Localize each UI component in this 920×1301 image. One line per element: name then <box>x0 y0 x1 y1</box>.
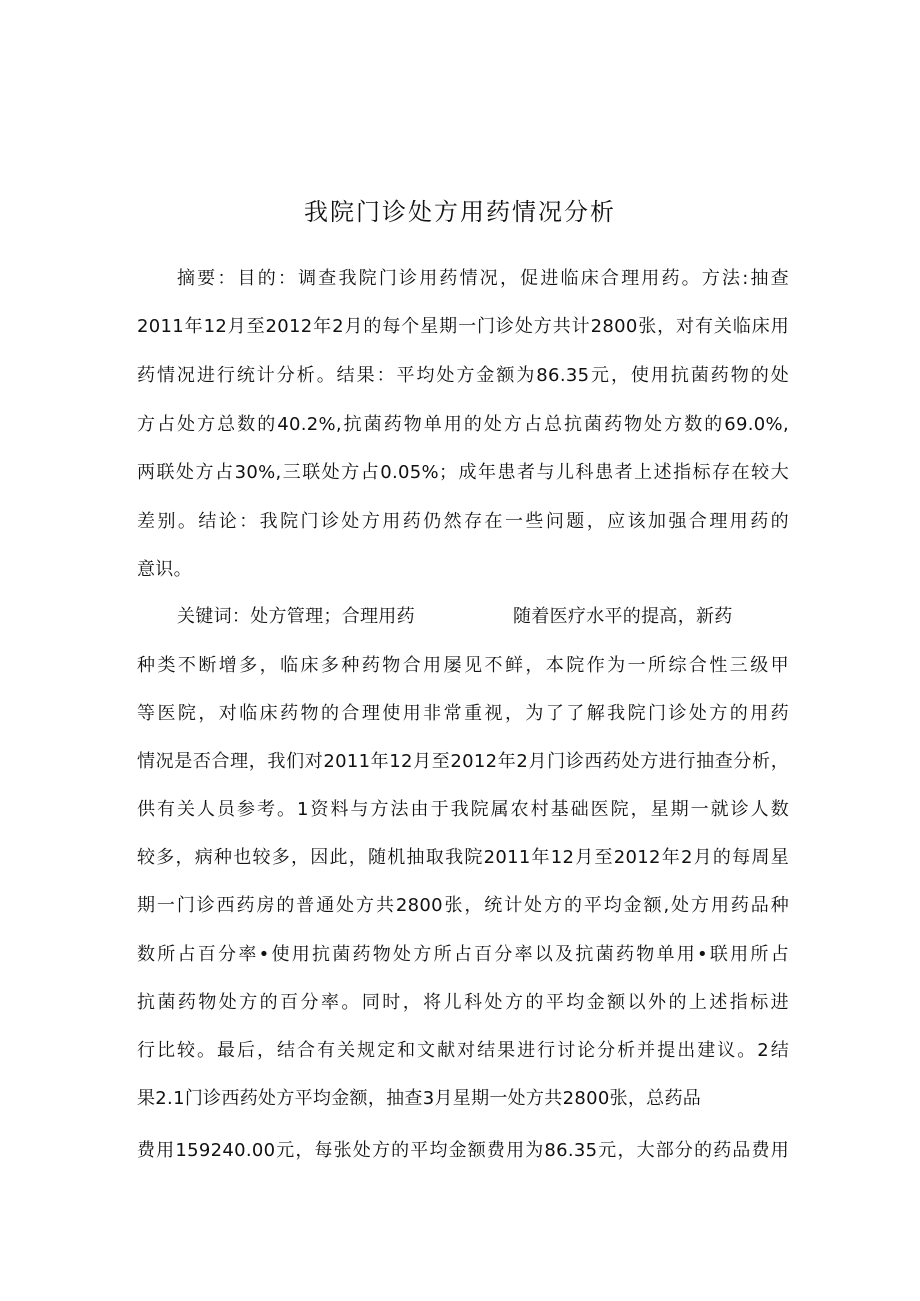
keywords-text: 关键词：处方管理；合理用药 <box>177 606 415 627</box>
body-line-8: 抗菌药物处方的百分率。同时，将儿科处方的平均金额以外的上述指标进 <box>137 992 789 1013</box>
body-line-10: 果2.1门诊西药处方平均金额，抽查3月星期一处方共2800张，总药品 <box>137 1088 702 1109</box>
body-line-4: 供有关人员参考。1资料与方法由于我院属农村基础医院，星期一就诊人数 <box>137 799 789 820</box>
abstract-line-4: 方占处方总数的40.2%,抗菌药物单用的处方占总抗菌药物处方数的69.0%, <box>137 414 789 435</box>
abstract-line-7: 意识。 <box>137 559 192 580</box>
body-line-7: 数所占百分率•使用抗菌药物处方所占百分率以及抗菌药物单用•联用所占 <box>137 944 789 965</box>
body-line-5: 较多，病种也较多，因此，随机抽取我院2011年12月至2012年2月的每周星 <box>137 847 789 868</box>
abstract-line-1: 摘要：目的：调查我院门诊用药情况，促进临床合理用药。方法:抽查 <box>177 268 789 289</box>
body-line-3: 情况是否合理，我们对2011年12月至2012年2月门诊西药处方进行抽查分析， <box>137 751 789 772</box>
body-line-2: 等医院，对临床药物的合理使用非常重视，为了了解我院门诊处方的用药 <box>137 703 789 724</box>
body-line-9: 行比较。最后，结合有关规定和文献对结果进行讨论分析并提出建议。2结 <box>137 1040 789 1061</box>
body-line-6: 期一门诊西药房的普通处方共2800张，统计处方的平均金额,处方用药品种 <box>137 895 789 916</box>
abstract-line-6: 差别。结论：我院门诊处方用药仍然存在一些问题，应该加强合理用药的 <box>137 511 789 532</box>
body-line-1: 种类不断增多，临床多种药物合用屡见不鲜，本院作为一所综合性三级甲 <box>137 655 789 676</box>
abstract-line-3: 药情况进行统计分析。结果：平均处方金额为86.35元，使用抗菌药物的处 <box>137 365 789 386</box>
body-intro-start: 随着医疗水平的提高，新药 <box>513 606 733 627</box>
abstract-line-5: 两联处方占30%,三联处方占0.05%；成年患者与儿科患者上述指标存在较大 <box>137 462 789 483</box>
document-title: 我院门诊处方用药情况分析 <box>304 198 616 226</box>
body-line-11: 费用159240.00元，每张处方的平均金额费用为86.35元，大部分的药品费用 <box>137 1140 789 1161</box>
abstract-line-2: 2011年12月至2012年2月的每个星期一门诊处方共计2800张，对有关临床用 <box>137 316 789 337</box>
